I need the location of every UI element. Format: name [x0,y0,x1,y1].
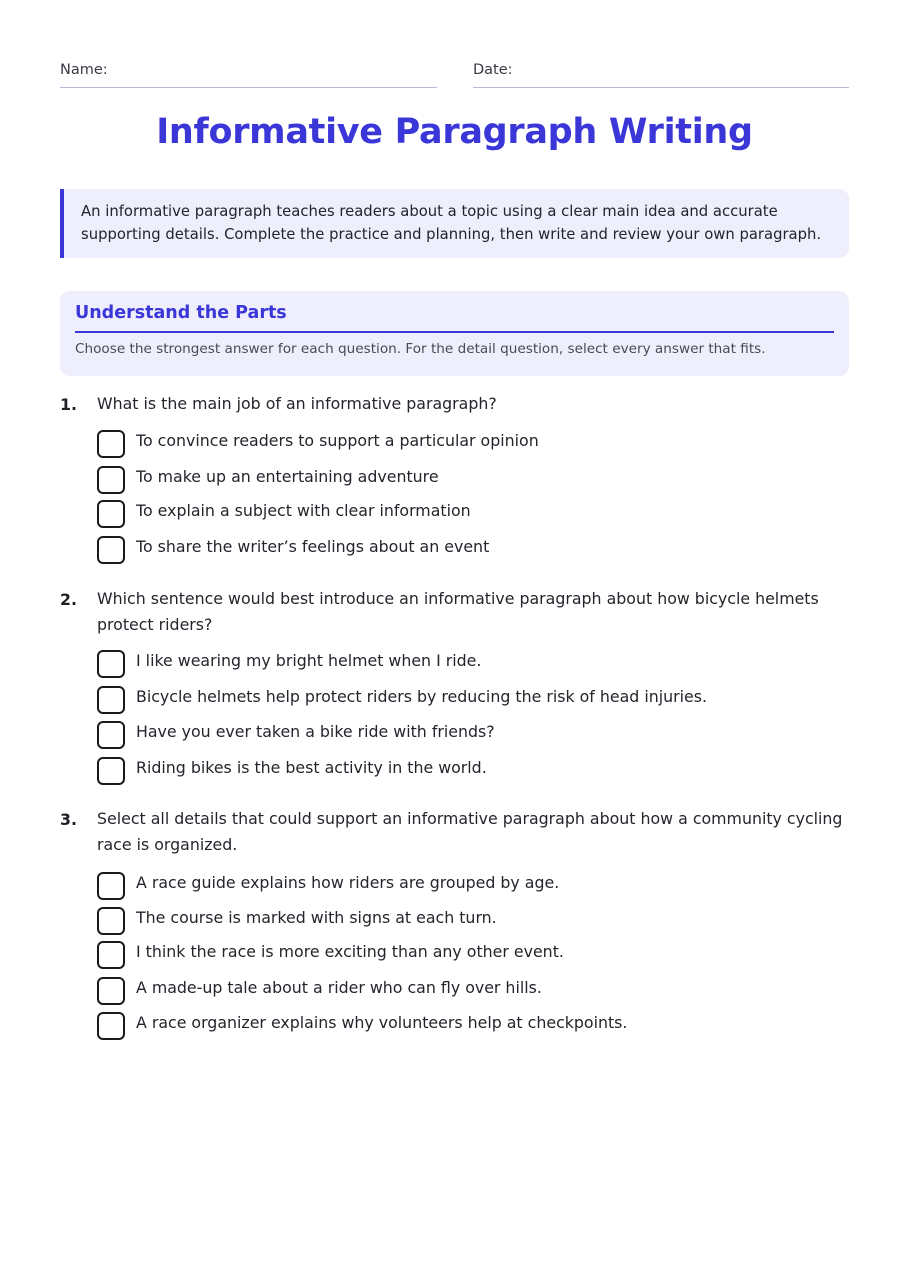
checkbox[interactable] [97,466,125,494]
checkbox[interactable] [97,1012,125,1040]
checkbox[interactable] [97,872,125,900]
checkbox[interactable] [97,430,125,458]
name-field[interactable] [60,60,437,88]
section-instructions: Choose the strongest answer for each question. For the detail question, select every answer that fits. [75,341,766,357]
question-text: Select all details that could support an informative paragraph about how a community cycling race is organized. [97,809,843,854]
section-title: Understand the Parts [75,303,834,333]
option-label: I like wearing my bright helmet when I ride. [136,651,482,670]
checkbox[interactable] [97,757,125,785]
page-title: Informative Paragraph Writing [156,112,753,152]
checkbox[interactable] [97,941,125,969]
checkbox[interactable] [97,721,125,749]
option-label: Riding bikes is the best activity in the world. [136,758,487,777]
option-label: To share the writer’s feelings about an event [136,537,490,556]
question-number: 2. [60,590,77,609]
intro-callout: An informative paragraph teaches readers about a topic using a clear main idea and accurate supporting details. Complete the practice and planning, then write and review your own paragraph. [60,189,849,258]
option-label: Bicycle helmets help protect riders by reducing the risk of head injuries. [136,687,707,706]
option-label: To convince readers to support a particular opinion [136,431,539,450]
option-label: I think the race is more exciting than any other event. [136,942,564,961]
question-text: What is the main job of an informative paragraph? [97,394,497,413]
option-label: The course is marked with signs at each turn. [136,908,497,927]
checkbox[interactable] [97,907,125,935]
question-number: 1. [60,395,77,414]
option-label: To explain a subject with clear information [136,501,471,520]
checkbox[interactable] [97,536,125,564]
option-label: Have you ever taken a bike ride with friends? [136,722,495,741]
section-header [60,291,849,376]
option-label: A race guide explains how riders are grouped by age. [136,873,560,892]
question-text: Which sentence would best introduce an informative paragraph about how bicycle helmets protect riders? [97,589,819,634]
name-label: Name: [60,62,108,78]
option-label: A made-up tale about a rider who can fly over hills. [136,978,542,997]
name-date-row [60,60,849,88]
checkbox[interactable] [97,686,125,714]
option-label: A race organizer explains why volunteers help at checkpoints. [136,1013,628,1032]
date-label: Date: [473,62,513,78]
checkbox[interactable] [97,500,125,528]
option-label: To make up an entertaining adventure [136,467,439,486]
checkbox[interactable] [97,650,125,678]
question-number: 3. [60,810,77,829]
checkbox[interactable] [97,977,125,1005]
date-field[interactable] [473,60,849,88]
